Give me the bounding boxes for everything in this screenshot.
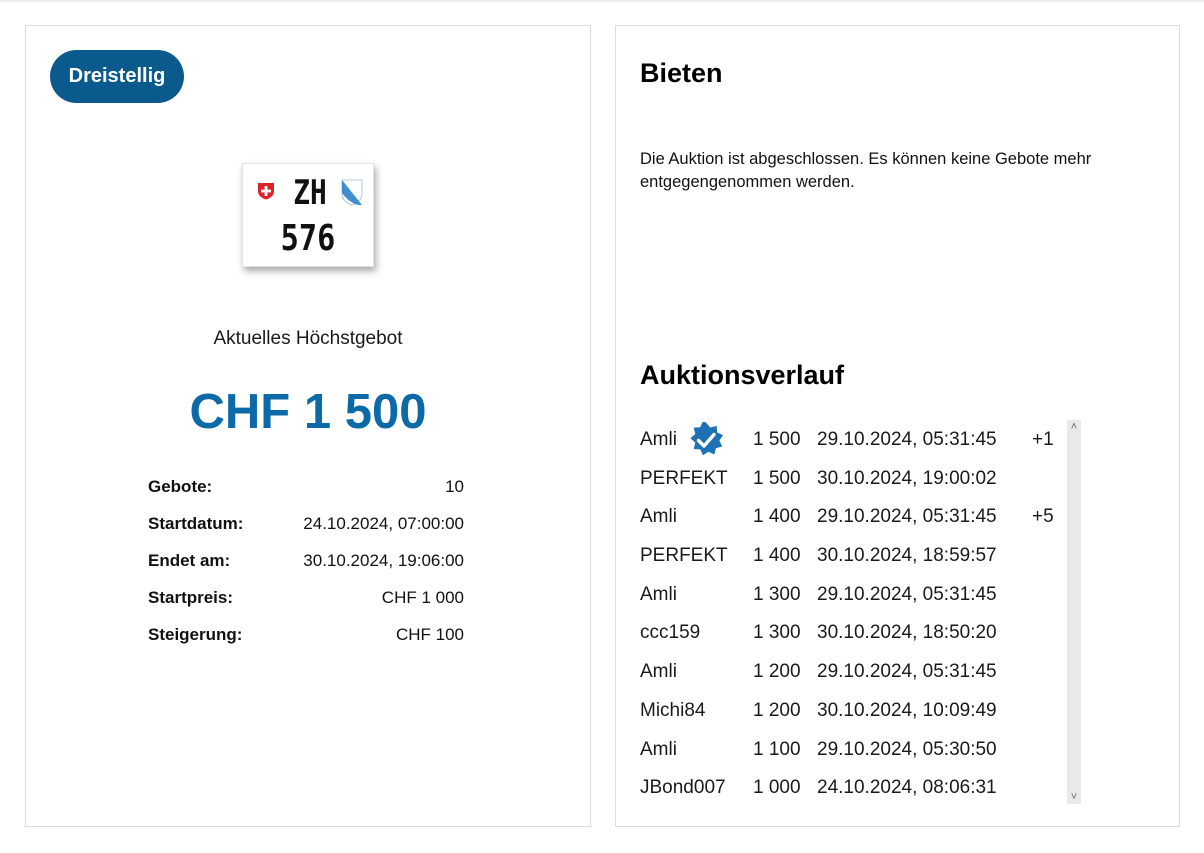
bid-amount: 1 400 <box>753 506 801 528</box>
list-item <box>640 574 1080 613</box>
detail-row-end-date <box>148 543 464 580</box>
lot-card <box>25 25 591 827</box>
list-item <box>640 535 1080 574</box>
list-item <box>640 458 1080 497</box>
highest-bid-label: Aktuelles Höchstgebot <box>213 328 403 349</box>
bid-time: 29.10.2024, 05:31:45 <box>817 583 997 605</box>
detail-value: 10 <box>445 477 464 496</box>
detail-row-start-date <box>148 506 464 543</box>
plate-canton-code: ZH <box>293 173 327 213</box>
bid-amount: 1 400 <box>753 545 801 567</box>
bid-time: 29.10.2024, 05:31:45 <box>817 506 997 528</box>
verified-badge-icon <box>688 422 724 458</box>
bid-amount: 1 200 <box>753 699 801 721</box>
detail-value: CHF 100 <box>395 625 464 644</box>
bidder-name: ccc159 <box>640 622 701 644</box>
auction-details <box>148 469 464 654</box>
bid-amount: 1 300 <box>753 622 801 644</box>
auction-closed-message: Die Auktion ist abgeschlossen. Es können keine Gebote mehr entgegengenommen werden. <box>640 150 1092 191</box>
bidding-card <box>615 25 1180 827</box>
bidder-name: Amli <box>640 429 677 450</box>
detail-value: 24.10.2024, 07:00:00 <box>303 514 464 533</box>
bid-time: 30.10.2024, 18:50:20 <box>817 622 997 644</box>
list-item <box>640 651 1080 690</box>
history-heading: Auktionsverlauf <box>640 360 845 390</box>
bidding-heading: Bieten <box>640 58 723 88</box>
bid-time: 30.10.2024, 10:09:49 <box>817 699 997 721</box>
detail-row-start-price <box>148 580 464 617</box>
bid-amount: 1 500 <box>753 467 801 489</box>
bidder-name: Amli <box>640 506 677 528</box>
bidder-name: Michi84 <box>640 699 706 721</box>
bid-time: 24.10.2024, 08:06:31 <box>817 777 997 799</box>
bid-history-list <box>640 419 1080 806</box>
swiss-flag-icon <box>257 182 275 200</box>
bidder-name: JBond007 <box>640 777 726 799</box>
detail-label: Startdatum: <box>148 514 244 533</box>
highest-bid-value: CHF 1 500 <box>189 385 427 439</box>
bid-amount: 1 200 <box>753 661 801 683</box>
bidder-name: PERFEKT <box>640 467 728 489</box>
category-badge[interactable]: Dreistellig <box>50 50 184 103</box>
list-item <box>640 612 1080 651</box>
chevron-down-icon[interactable]: ˅ <box>1070 791 1078 803</box>
bid-amount: 1 500 <box>753 429 801 450</box>
top-divider <box>0 0 1204 2</box>
bid-time: 29.10.2024, 05:31:45 <box>817 661 997 683</box>
bidder-name: Amli <box>640 583 677 605</box>
detail-label: Startpreis: <box>148 588 234 607</box>
bid-time: 30.10.2024, 19:00:02 <box>817 467 997 489</box>
detail-label: Steigerung: <box>148 625 243 644</box>
bid-time: 29.10.2024, 05:30:50 <box>817 738 997 760</box>
detail-row-bids <box>148 469 464 506</box>
list-item <box>640 690 1080 729</box>
history-scrollbar[interactable] <box>1067 420 1081 804</box>
detail-value: CHF 1 000 <box>381 588 464 607</box>
detail-label: Endet am: <box>148 551 231 570</box>
bid-amount: 1 100 <box>753 738 801 760</box>
detail-value: 30.10.2024, 19:06:00 <box>303 551 464 570</box>
bid-extra-count: +5 <box>1032 506 1054 528</box>
bidder-name: Amli <box>640 738 677 760</box>
bid-time: 29.10.2024, 05:31:45 <box>817 429 997 450</box>
license-plate <box>242 163 374 267</box>
detail-label: Gebote: <box>148 477 213 496</box>
bidder-name: PERFEKT <box>640 545 728 567</box>
list-item <box>640 767 1080 806</box>
list-item <box>640 419 1080 458</box>
bid-extra-count: +1 <box>1032 429 1054 450</box>
plate-number: 576 <box>280 218 336 259</box>
bid-amount: 1 000 <box>753 777 801 799</box>
bidder-name: Amli <box>640 661 677 683</box>
zurich-coat-of-arms-icon <box>341 179 363 206</box>
chevron-up-icon[interactable]: ˄ <box>1070 421 1078 433</box>
detail-row-increment <box>148 617 464 654</box>
list-item <box>640 729 1080 768</box>
bid-time: 30.10.2024, 18:59:57 <box>817 545 997 567</box>
bid-amount: 1 300 <box>753 583 801 605</box>
list-item <box>640 496 1080 535</box>
